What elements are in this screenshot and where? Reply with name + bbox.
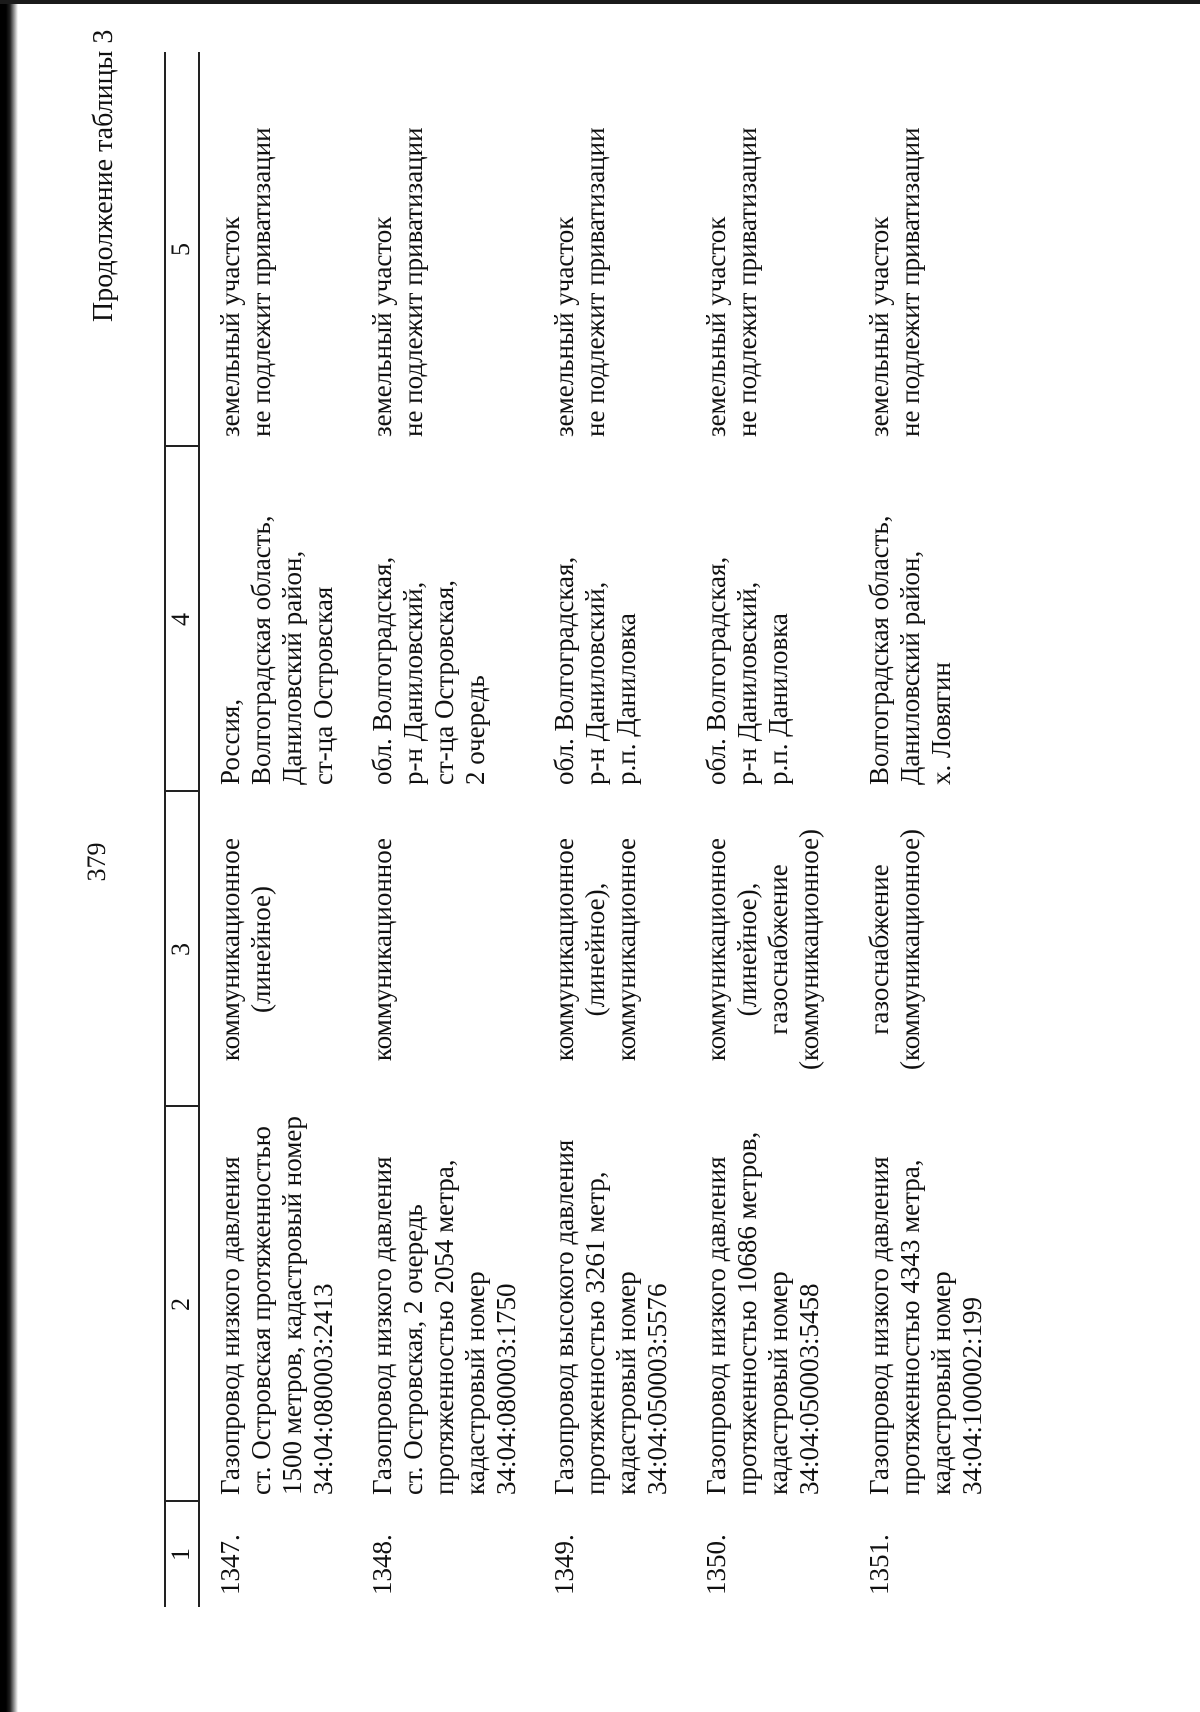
- table-continuation-title: Продолжение таблицы 3: [88, 29, 119, 322]
- object-type: коммуникационное (линейное), коммуникационное: [549, 837, 641, 1062]
- object-type: коммуникационное (линейное): [215, 837, 276, 1062]
- object-name: Газопровод низкого давления протяженностью 4343 метра, кадастровый номер 34:04:100002:199: [864, 1156, 987, 1495]
- object-name: Газопровод высокого давления протяженностью 3261 метр, кадастровый номер 34:04:050003:5576: [549, 1139, 672, 1495]
- privatization-status: земельный участок не подлежит приватизации: [367, 127, 428, 437]
- data-table: [164, 52, 1174, 1607]
- header-col-3: 3: [166, 943, 195, 956]
- object-type: газоснабжение (коммуникационное): [864, 828, 925, 1071]
- object-name: Газопровод низкого давления ст. Островская, 2 очередь протяженностью 2054 метра, кадастровый номер 34:04:080003:1750: [367, 1156, 521, 1495]
- header-col-2: 2: [166, 1298, 195, 1311]
- object-name: Газопровод низкого давления протяженностью 10686 метров, кадастровый номер 34:04:050003:5458: [701, 1131, 824, 1495]
- row-number: 1350.: [701, 1534, 731, 1595]
- object-address: обл. Волгоградская, р-н Даниловский, р.п. Даниловка: [701, 556, 793, 785]
- row-number: 1349.: [549, 1534, 579, 1595]
- privatization-status: земельный участок не подлежит приватизации: [549, 127, 610, 437]
- row-number: 1347.: [215, 1534, 245, 1595]
- header-col-4: 4: [166, 613, 195, 626]
- object-address: Волгоградская область, Даниловский район, х. Ловягин: [864, 515, 956, 785]
- object-type: коммуникационное (линейное), газоснабжение (коммуникационное): [701, 828, 824, 1071]
- object-address: обл. Волгоградская, р-н Даниловский, ст-ца Островская, 2 очередь: [367, 556, 490, 785]
- row-number: 1351.: [864, 1534, 894, 1595]
- object-type: коммуникационное: [367, 837, 397, 1062]
- object-name: Газопровод низкого давления ст. Островская протяженностью 1500 метров, кадастровый номер 34:04:080003:2413: [215, 1116, 338, 1495]
- header-col-5: 5: [166, 243, 195, 256]
- table-header-border: [198, 52, 200, 1607]
- object-address: обл. Волгоградская, р-н Даниловский, р.п. Даниловка: [549, 556, 641, 785]
- privatization-status: земельный участок не подлежит приватизации: [701, 127, 762, 437]
- privatization-status: земельный участок не подлежит приватизации: [864, 127, 925, 437]
- object-address: Россия, Волгоградская область, Даниловский район, ст-ца Островская: [215, 515, 338, 785]
- header-col-1: 1: [166, 1548, 195, 1561]
- privatization-status: земельный участок не подлежит приватизации: [215, 127, 276, 437]
- row-number: 1348.: [367, 1534, 397, 1595]
- page-number: 379: [82, 842, 111, 882]
